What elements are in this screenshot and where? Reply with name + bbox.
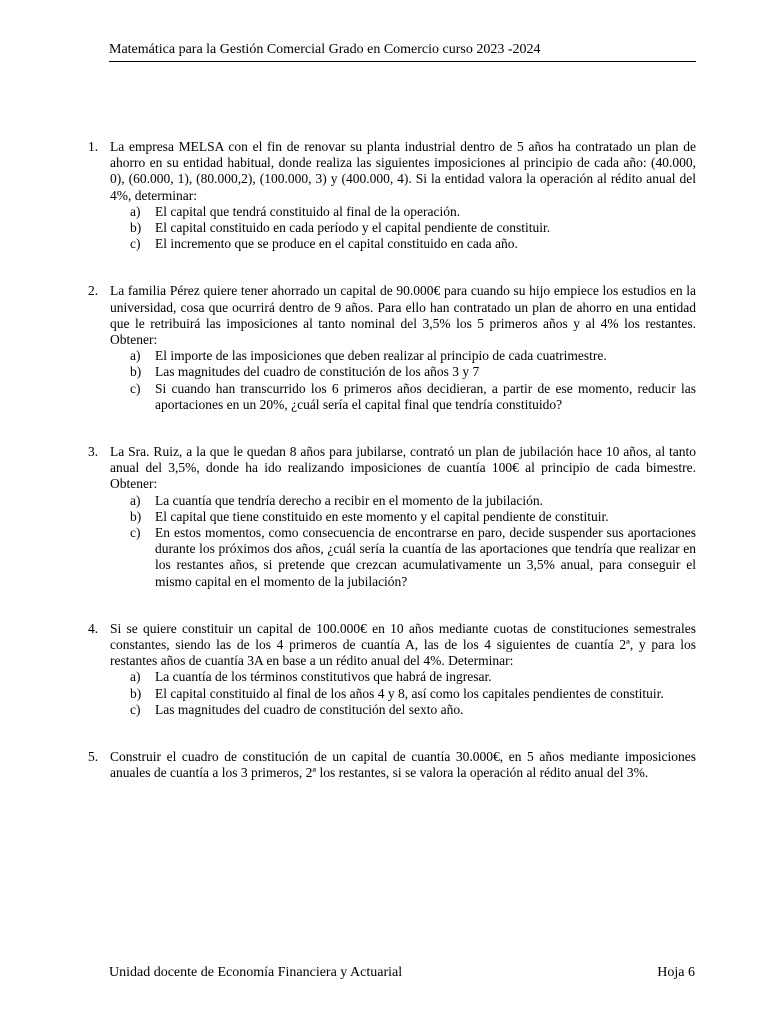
subquestion (110, 509, 696, 525)
exercise-1 (88, 139, 696, 252)
page-header: Matemática para la Gestión Comercial Grado en Comercio curso 2023 -2024 (109, 41, 696, 62)
subquestion-letter: b) (130, 220, 142, 236)
exercise-statement: Si se quiere constituir un capital de 100.000€ en 10 años mediante cuotas de constituciones semestrales constantes, siendo las de los 4 primeros de cuantía A, las de los 4 siguientes de cuantía 2ª, y para los restantes años de cuantía 3A en base a un rédito anual del 4%. Determinar: (110, 620, 696, 669)
exercise-statement: La empresa MELSA con el fin de renovar su planta industrial dentro de 5 años ha contratado un plan de ahorro en su entidad habitual, donde realiza las siguientes imposiciones al principio de cada año: (40.000, 0), (60.000, 1), (80.000,2), (100.000, 3) y (400.000, 4). Si la entidad valora la operación al rédito anual del 4%, determinar: (110, 139, 696, 203)
subquestion-text: El incremento que se produce en el capital constituido en cada año. (155, 236, 518, 252)
subquestion-text: El importe de las imposiciones que deben realizar al principio de cada cuatrimestre. (155, 348, 607, 364)
subquestion-letter: a) (130, 669, 141, 685)
exercise-number: 4. (88, 620, 99, 636)
subquestion-text: El capital constituido en cada período y el capital pendiente de constituir. (155, 220, 551, 236)
subquestion-text: El capital constituido al final de los años 4 y 8, así como los capitales pendientes de constituir. (155, 685, 664, 701)
subquestion (110, 381, 696, 413)
exercise-statement: La Sra. Ruiz, a la que le quedan 8 años para jubilarse, contrató un plan de jubilación hace 10 años, al tanto anual del 3,5%, donde ha ido realizando imposiciones de cuantía 100€ al principio de cada bimestre. Obtener: (110, 444, 696, 492)
exercise-statement: Construir el cuadro de constitución de un capital de cuantía 30.000€, en 5 años mediante imposiciones anuales de cuantía a los 3 primeros, 2ª los restantes, si se valora la operación al rédito anual del 3%. (110, 749, 696, 781)
subquestion-letter: c) (130, 525, 141, 541)
subquestion (110, 236, 696, 252)
subquestion-letter: b) (130, 685, 142, 701)
subquestion-text: El capital que tiene constituido en este momento y el capital pendiente de constituir. (155, 508, 609, 524)
subquestion-letter: a) (130, 348, 141, 364)
exercise-number: 2. (88, 283, 99, 299)
exercise-4 (88, 621, 696, 718)
subquestion-list (110, 348, 696, 413)
subquestion-text: En estos momentos, como consecuencia de encontrarse en paro, decide suspender sus aportaciones durante los próximos dos años, ¿cuál sería la cuantía de las aportaciones que tendría que realizar en los restantes años, si pretende que crezcan acumulativamente un 3,5% anual, para conseguir el mismo capital en el momento de la jubilación? (155, 525, 696, 589)
exercise-5 (88, 749, 696, 781)
subquestion-list (110, 204, 696, 253)
footer-page-number: Hoja 6 (657, 965, 695, 980)
exercise-number: 3. (88, 444, 99, 460)
subquestion-text: Las magnitudes del cuadro de constitución del sexto año. (155, 701, 464, 717)
subquestion (110, 686, 696, 702)
footer-unit: Unidad docente de Economía Financiera y Actuarial (109, 965, 403, 980)
subquestion (110, 204, 696, 220)
subquestion-list (110, 669, 696, 718)
exercise-2 (88, 283, 696, 413)
subquestion-text: La cuantía que tendría derecho a recibir en el momento de la jubilación. (155, 492, 543, 508)
subquestion-text: Las magnitudes del cuadro de constitución de los años 3 y 7 (155, 364, 480, 380)
exercise-3 (88, 444, 696, 590)
subquestion-letter: a) (130, 203, 141, 219)
subquestion (110, 364, 696, 380)
subquestion (110, 669, 696, 685)
exercise-number: 5. (88, 749, 99, 765)
exercise-list (88, 139, 696, 782)
subquestion-text: Si cuando han transcurrido los 6 primeros años decidieran, a partir de ese momento, reducir las aportaciones en un 20%, ¿cuál sería el capital final que tendría constituido? (155, 380, 696, 412)
subquestion (110, 525, 696, 590)
subquestion-letter: b) (130, 508, 142, 524)
subquestion-letter: c) (130, 701, 141, 717)
subquestion-letter: c) (130, 380, 141, 396)
subquestion (110, 493, 696, 509)
subquestion-text: La cuantía de los términos constitutivos que habrá de ingresar. (155, 669, 492, 685)
exercise-statement: La familia Pérez quiere tener ahorrado un capital de 90.000€ para cuando su hijo empiece los estudios en la universidad, cosa que ocurrirá dentro de 9 años. Para ello han contratado un plan de ahorro en una entidad que le retribuirá las imposiciones al tanto nominal del 3,5% los 5 primeros años y al 4% los restantes. Obtener: (110, 283, 696, 348)
subquestion (110, 348, 696, 364)
subquestion-list (110, 493, 696, 590)
subquestion-text: El capital que tendrá constituido al final de la operación. (155, 203, 461, 219)
subquestion-letter: b) (130, 364, 142, 380)
subquestion (110, 220, 696, 236)
exercise-number: 1. (88, 139, 99, 154)
subquestion-letter: c) (130, 236, 141, 252)
subquestion-letter: a) (130, 492, 141, 508)
subquestion (110, 702, 696, 718)
